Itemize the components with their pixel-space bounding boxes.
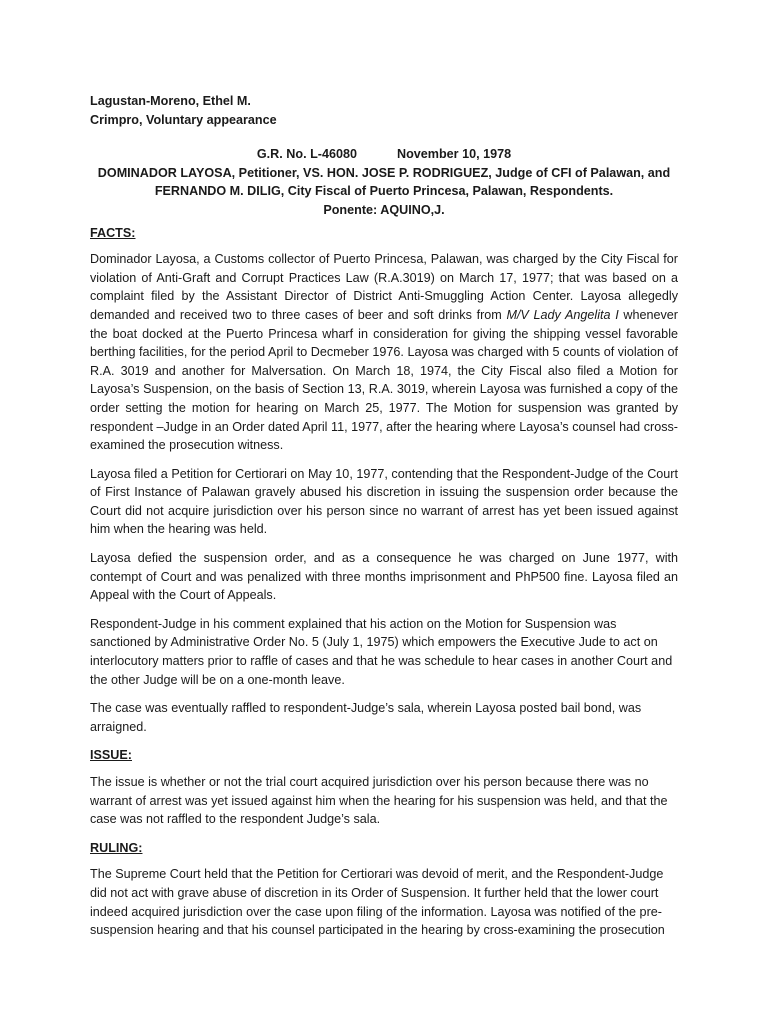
facts-p1-text-a: Dominador Layosa, a Customs collector of Puerto Princesa, Palawan, was charged by the City Fiscal for violation of Anti-Graft and Corrupt Practices Law (R.A.3019) on March 17, 1977; that was based on a complaint filed by the Assistant Director of District Anti-Smuggling Action Center. Layosa allegedly demanded and received two to three cases of beer and soft drinks from — [90, 252, 678, 322]
facts-paragraph-4: Respondent-Judge in his comment explained that his action on the Motion for Suspension was sanctioned by Administrative Order No. 5 (July 1, 1975) which empowers the Executive Jude to act on interlocutory matters prior to raffle of cases and that he was schedule to hear cases in another Court and the other Judge will be on a one-month leave. — [90, 616, 673, 687]
issue-paragraph: The issue is whether or not the trial court acquired jurisdiction over his person because there was no warrant of arrest was yet issued against him when the hearing for his suspension was held, and that the case was not raffled to the respondent Judge’s sala. — [90, 775, 668, 827]
facts-heading: FACTS: — [90, 225, 136, 240]
case-heading — [90, 145, 678, 219]
issue-heading: ISSUE: — [90, 748, 132, 763]
case-number-line — [90, 145, 678, 164]
facts-paragraph-1 — [90, 250, 678, 455]
ruling-heading: RULING: — [90, 840, 143, 855]
facts-p1-text-b: whenever the boat docked at the Puerto Princesa wharf in consideration for giving the shipping vessel favorable berthing facilities, for the period April to Decmeber 1976. Layosa was charged with 5 counts of violation of R.A. 3019 and another for Malversation. On March 18, 1974, the City Fiscal also filed a Motion for Layosa’s Suspension, on the basis of Section 13, R.A. 3019, wherein Layosa was furnished a copy of the order setting the motion for hearing on March 25, 1977. The Motion for suspension was granted by respondent –Judge in an Order dated April 11, 1977, after the hearing where Layosa’s counsel had cross-examined the prosecution witness. — [90, 307, 679, 453]
author-name: Lagustan-Moreno, Ethel M. — [90, 94, 251, 108]
facts-paragraph-5: The case was eventually raffled to respondent-Judge’s sala, wherein Layosa posted bail bond, was arraigned. — [90, 701, 642, 734]
vessel-name: M/V Lady Angelita I — [506, 307, 619, 322]
case-parties-line-1: DOMINADOR LAYOSA, Petitioner, VS. HON. JOSE P. RODRIGUEZ, Judge of CFI of Palawan, and — [97, 165, 671, 180]
facts-paragraph-3: Layosa defied the suspension order, and as a consequence he was charged on June 1977, with contempt of Court and was penalized with three months imprisonment and PhP500 fine. Layosa filed an Appeal with the Court of Appeals. — [90, 551, 678, 603]
facts-paragraph-2: Layosa filed a Petition for Certiorari on May 10, 1977, contending that the Respondent-Judge of the Court of First Instance of Palawan gravely abused his discretion in issuing the suspension order because the Court did not acquire jurisdiction over his person since no warrant of arrest has yet been issued against him when the hearing was held. — [90, 466, 678, 537]
document-subject: Crimpro, Voluntary appearance — [90, 112, 277, 127]
case-date: November 10, 1978 — [396, 147, 512, 162]
case-number: G.R. No. L-46080 — [256, 147, 357, 162]
case-ponente: Ponente: AQUINO,J. — [323, 202, 445, 217]
case-parties-line-2: FERNANDO M. DILIG, City Fiscal of Puerto Princesa, Palawan, Respondents. — [154, 184, 614, 199]
ruling-paragraph: The Supreme Court held that the Petition for Certiorari was devoid of merit, and the Respondent-Judge did not act with grave abuse of discretion in its Order of Suspension. It further held that the lower court indeed acquired jurisdiction over the case upon filing of the information. Layosa was notified of the pre-suspension hearing and that his counsel participated in the hearing by cross-examining the prosecution — [90, 867, 665, 938]
